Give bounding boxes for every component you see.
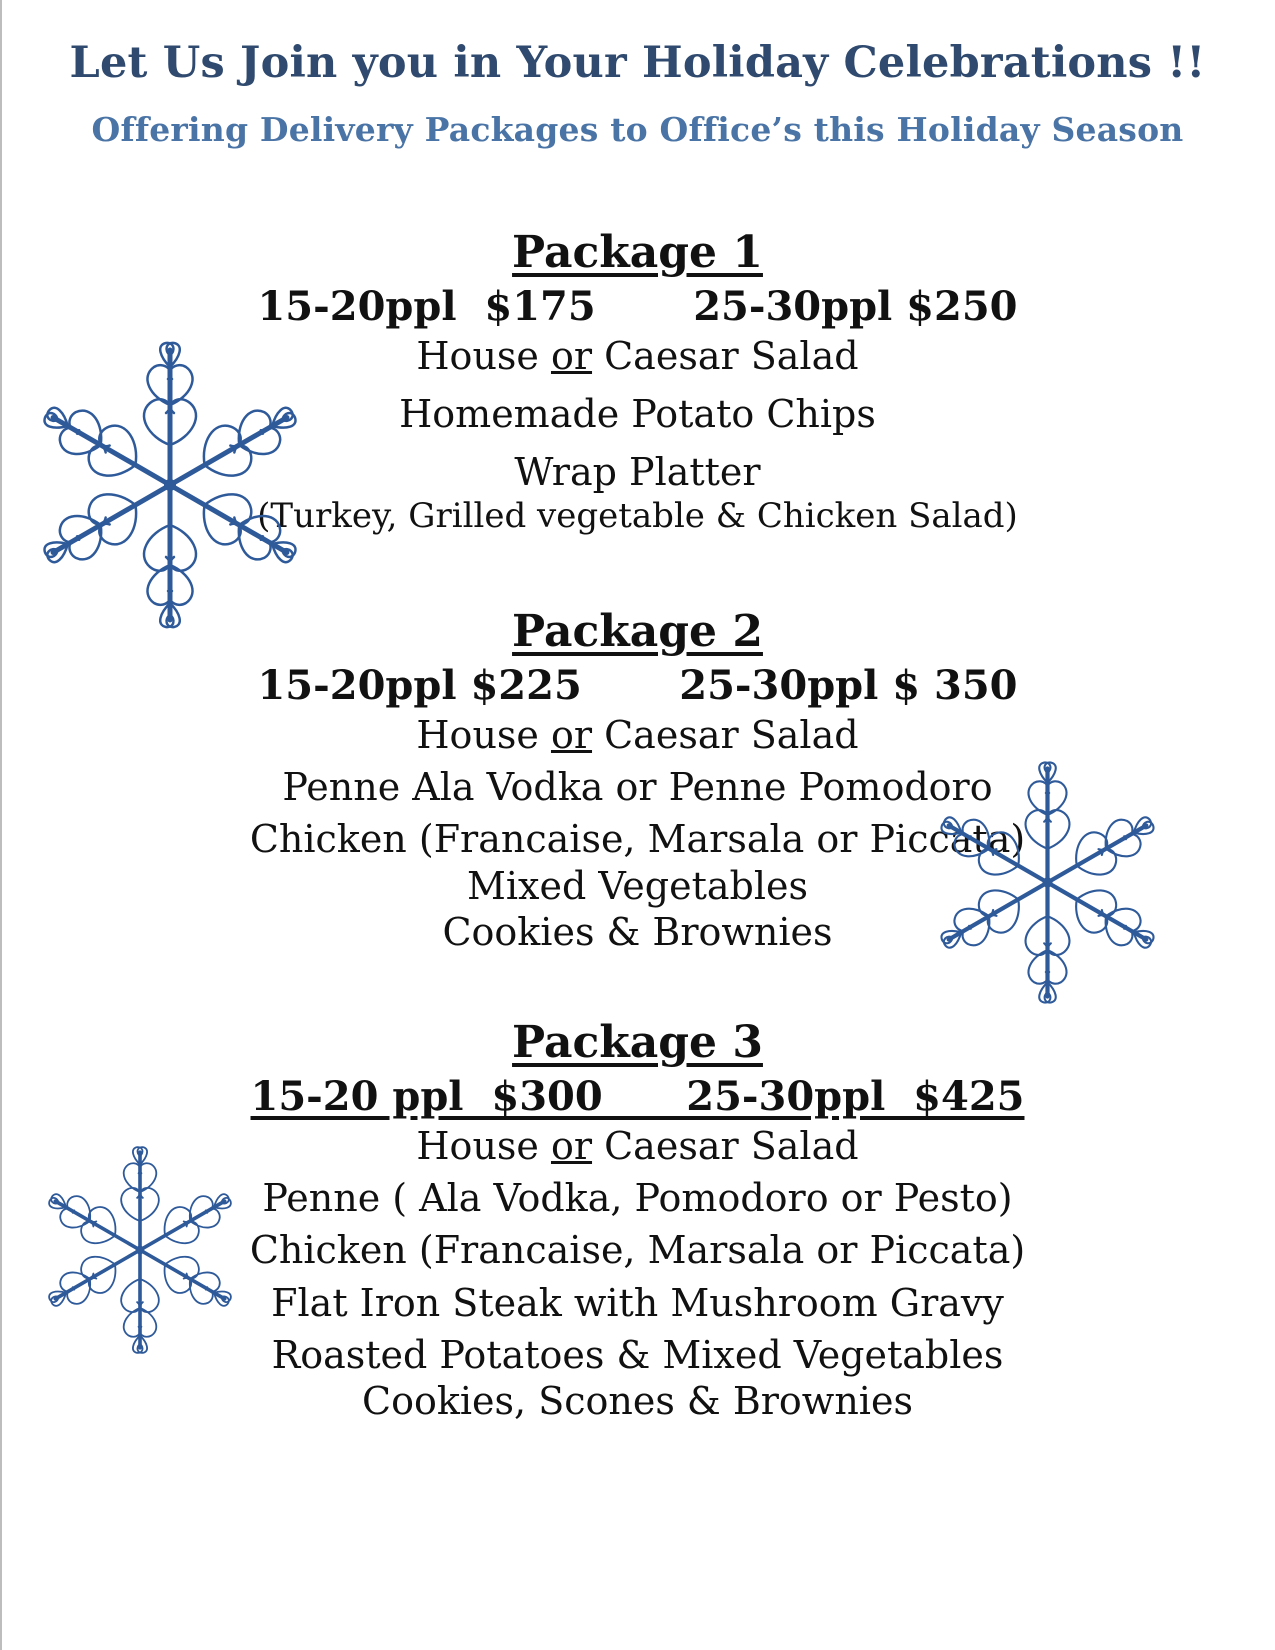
- menu-item: Cookies, Scones & Brownies: [362, 1379, 913, 1424]
- menu-item: Chicken (Francaise, Marsala or Piccata): [249, 1228, 1026, 1273]
- menu-item-salad: [0, 712, 1275, 758]
- menu-item: Flat Iron Steak with Mushroom Gravy: [271, 1280, 1004, 1325]
- package-title: Package 1: [512, 227, 763, 278]
- menu-item: Penne Ala Vodka or Penne Pomodoro: [282, 764, 993, 809]
- salad-option-house: House: [416, 333, 551, 378]
- snowflake-icon: [35, 1145, 245, 1355]
- package-title: Package 2: [512, 606, 763, 657]
- menu-item: Homemade Potato Chips: [399, 391, 876, 436]
- menu-item: Wrap Platter: [514, 450, 761, 495]
- package-prices: 15-20ppl $175 25-30ppl $250: [257, 282, 1018, 330]
- package-title: Package 3: [512, 1017, 763, 1068]
- package-prices: 15-20ppl $225 25-30ppl $ 350: [257, 661, 1018, 709]
- page-title: Let Us Join you in Your Holiday Celebrations !!: [69, 38, 1206, 88]
- menu-item: Roasted Potatoes & Mixed Vegetables: [271, 1333, 1004, 1378]
- package-prices: 15-20 ppl $300 25-30ppl $425: [250, 1072, 1025, 1120]
- salad-or-word: or: [550, 1123, 593, 1168]
- snowflake-icon: [925, 760, 1170, 1005]
- salad-option-caesar: Caesar Salad: [592, 1123, 859, 1168]
- salad-option-house: House: [416, 712, 551, 757]
- salad-option-house: House: [416, 1123, 551, 1168]
- snowflake-icon: [25, 340, 315, 630]
- menu-item: Mixed Vegetables: [466, 863, 809, 908]
- menu-item-detail: (Turkey, Grilled vegetable & Chicken Salad): [257, 495, 1018, 536]
- menu-item: Chicken (Francaise, Marsala or Piccata): [249, 817, 1026, 862]
- menu-item: Penne ( Ala Vodka, Pomodoro or Pesto): [262, 1175, 1013, 1220]
- salad-or-word: or: [550, 333, 593, 378]
- salad-or-word: or: [550, 712, 593, 757]
- menu-item: Cookies & Brownies: [442, 910, 833, 955]
- salad-option-caesar: Caesar Salad: [592, 333, 859, 378]
- page-subtitle: Offering Delivery Packages to Office’s this Holiday Season: [91, 110, 1184, 149]
- salad-option-caesar: Caesar Salad: [592, 712, 859, 757]
